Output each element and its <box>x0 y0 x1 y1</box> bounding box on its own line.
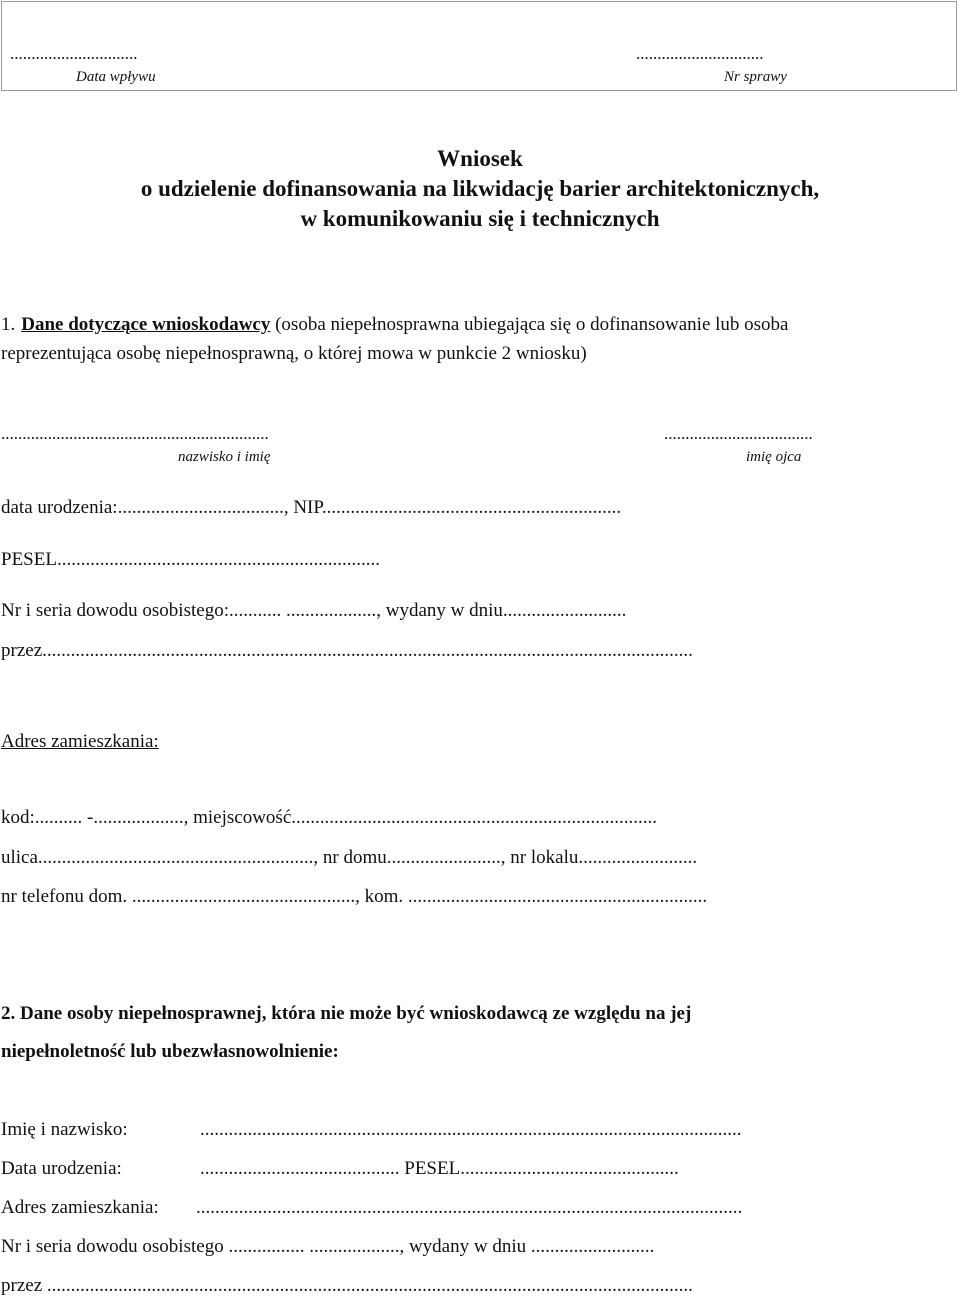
date-received-label: Data wpływu <box>76 69 156 85</box>
case-number-label: Nr sprawy <box>724 69 787 85</box>
date-received-dots: .............................. <box>10 44 138 63</box>
issued-by-line[interactable]: przez......................................................................................................................................... <box>1 640 693 661</box>
dependent-address-field[interactable]: ................................................................................................................... <box>196 1197 743 1218</box>
section1-header <box>1 314 788 336</box>
address-heading: Adres zamieszkania: <box>1 731 159 752</box>
street-line[interactable]: ulica.........................................................., nr domu........................, nr lokalu......................... <box>1 847 698 868</box>
phone-line[interactable]: nr telefonu dom. ..............................................., kom. ............................................................... <box>1 886 708 907</box>
form-title-line-2: o udzielenie dofinansowania na likwidację barier architektonicznych, <box>140 176 820 201</box>
father-name-field[interactable]: ................................... <box>664 424 813 443</box>
dependent-address-label: Adres zamieszkania: <box>1 1197 159 1218</box>
case-number-dots: .............................. <box>636 44 764 63</box>
dependent-name-field[interactable]: .................................................................................................................. <box>200 1119 742 1140</box>
form-title-line-3: w komunikowaniu się i technicznych <box>300 206 660 231</box>
pesel-line[interactable]: PESEL.................................................................... <box>1 549 380 570</box>
id-card-line[interactable]: Nr i seria dowodu osobistego:........... ..................., wydany w dniu.......................... <box>1 600 627 621</box>
section1-heading: Dane dotyczące wnioskodawcy <box>21 314 271 335</box>
dependent-id-line[interactable]: Nr i seria dowodu osobistego ................ ..................., wydany w dniu .......................... <box>1 1236 655 1257</box>
father-name-label: imię ojca <box>746 449 802 465</box>
form-title-line-1: Wniosek <box>437 146 523 171</box>
postal-code-city-line[interactable]: kod:.......... -..................., miejscowość............................................................................. <box>1 807 658 828</box>
header-box <box>1 1 957 91</box>
applicant-name-field[interactable]: ............................................................... <box>1 424 269 443</box>
section2-heading-1: 2. Dane osoby niepełnosprawnej, która nie może być wnioskodawcą ze względu na jej <box>1 1003 692 1024</box>
dependent-issued-by-line[interactable]: przez ........................................................................................................................................ <box>1 1275 693 1296</box>
section1-number: 1. <box>1 314 16 335</box>
dependent-name-label: Imię i nazwisko: <box>1 1119 128 1140</box>
applicant-name-label: nazwisko i imię <box>178 449 271 465</box>
dependent-birth-label: Data urodzenia: <box>1 1158 122 1179</box>
section1-desc-1: (osoba niepełnosprawna ubiegająca się o dofinansowanie lub osoba <box>275 314 789 335</box>
section2-heading-2: niepełnoletność lub ubezwłasnowolnienie: <box>1 1041 339 1062</box>
dependent-birth-pesel-field[interactable]: .......................................... PESEL.............................................. <box>200 1158 679 1179</box>
birth-date-nip-line[interactable]: data urodzenia:..................................., NIP............................................................... <box>1 497 622 518</box>
section1-desc-2: reprezentująca osobę niepełnosprawną, o której mowa w punkcie 2 wniosku) <box>1 343 587 364</box>
